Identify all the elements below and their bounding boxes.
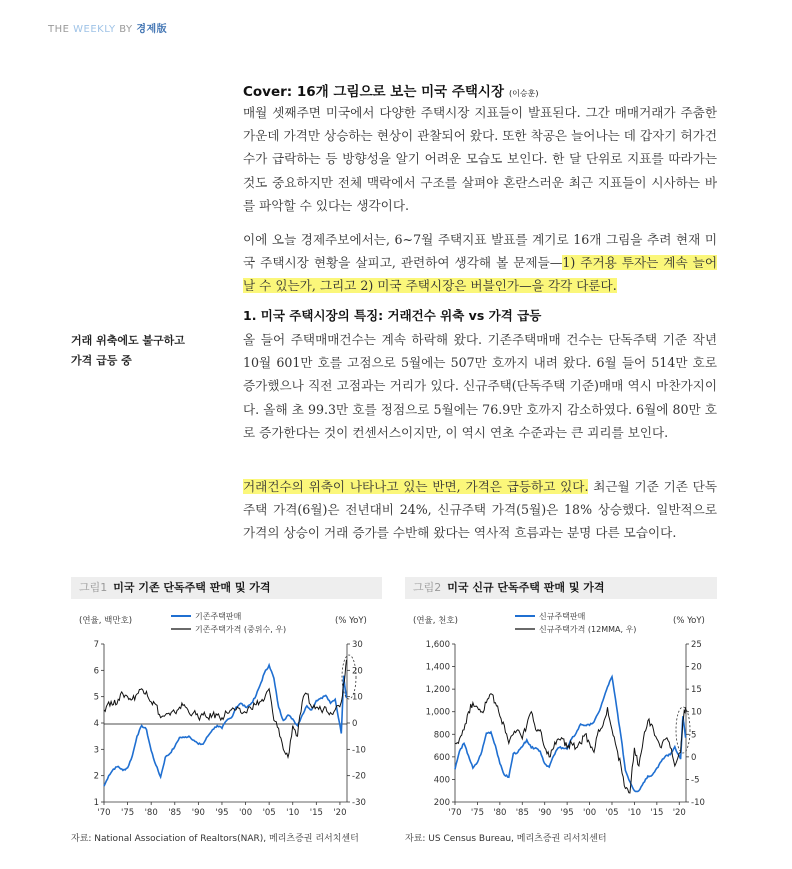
figure2-left-tick-label: 200	[433, 798, 450, 808]
figure1-left-tick-label: 7	[93, 640, 99, 650]
paragraph-sales: 올 들어 주택매매건수는 계속 하락해 왔다. 기존주택매매 건수는 단독주택 기준 작년 10월 601만 호를 고점으로 5월에는 507만 호까지 내려 왔다. 6월 들어 514만 호로 증가했으나 직전 고점과는 거리가 있다. 신규주택(단독주택 기준)매매 역시 마찬가지이다. 올해 초 99.3만 호를 정점으로 5월에는 76.9만 호까지 감소하였다. 6월에 80만 호로 증가한다는 것이 컨센서스이지만, 이 역시 연초 수준과는 큰 괴리를 보인다.	[243, 332, 717, 440]
paragraph-overview	[243, 228, 717, 298]
header-brand: 경제版	[136, 24, 168, 35]
figure1-left-tick-label: 5	[93, 692, 99, 703]
header-the: THE	[48, 24, 74, 35]
page-header	[48, 20, 167, 35]
figure1-x-ticks	[97, 802, 346, 818]
figure1-right-tick-label: 10	[352, 692, 363, 703]
figure1-left-tick-label: 4	[93, 719, 99, 729]
figure2-x-tick-label: '80	[493, 808, 507, 818]
figure1-left-tick-label: 6	[93, 666, 99, 677]
figure1-x-tick-label: '15	[309, 808, 323, 818]
figure2-x-tick-label: '10	[627, 808, 641, 818]
figure2-source: 자료: US Census Bureau, 메리츠증권 리서치센터	[405, 834, 607, 844]
figure2-left-unit: (연율, 천호)	[413, 616, 458, 626]
figure2-legend-price: 신규주택가격 (12MMA, 우)	[539, 625, 637, 634]
header-weekly: WEEKLY	[73, 24, 116, 35]
figure1-right-unit: (% YoY)	[335, 616, 367, 626]
figure2-left-tick-label: 1,200	[425, 685, 450, 696]
side-note-line2: 가격 급등 중	[71, 354, 132, 367]
figure2-right-tick-label: 5	[691, 730, 697, 741]
section-title: 1. 미국 주택시장의 특징: 거래건수 위축 vs 가격 급등	[243, 308, 542, 323]
side-note	[71, 331, 221, 371]
figure2-left-ticks	[426, 640, 455, 808]
figure2-x-tick-label: '00	[582, 808, 597, 818]
highlight-prices: 거래건수의 위축이 나타나고 있는 반면, 가격은 급등하고 있다.	[243, 479, 589, 494]
cover-author: (이승훈)	[509, 89, 539, 98]
figure1-left-unit: (연율, 백만호)	[79, 616, 133, 626]
figure1-left-tick-label: 2	[93, 771, 99, 782]
figure1-x-tick-label: '80	[144, 808, 158, 818]
figure2-right-tick-label: -10	[691, 798, 705, 808]
figure1-x-tick-label: '90	[191, 808, 205, 818]
figure1-left-tick-label: 1	[93, 798, 99, 808]
figure1-right-tick-label: -10	[352, 745, 366, 756]
figure1-x-tick-label: '20	[333, 808, 347, 818]
figure2-x-tick-label: '20	[672, 808, 686, 818]
figure2-right-tick-label: 20	[691, 662, 702, 673]
figure1-source: 자료: National Association of Realtors(NAR), 메리츠증권 리서치센터	[71, 834, 359, 844]
figure1-x-tick-label: '70	[97, 808, 111, 818]
cover-title	[243, 80, 538, 100]
figure2-x-tick-label: '05	[605, 808, 619, 818]
figure1-series-sales	[104, 665, 347, 786]
figure2-number: 그림2	[413, 581, 442, 594]
figure2-legend-sales: 신규주택판매	[539, 612, 586, 621]
figure2-x-ticks	[448, 802, 685, 818]
figure2-series-sales	[455, 677, 686, 792]
figure1-right-ticks	[347, 640, 366, 808]
figure2-left-tick-label: 1,000	[425, 707, 450, 718]
figure2-x-tick-label: '85	[515, 808, 529, 818]
header-by: BY	[115, 24, 137, 35]
figure1-chart	[71, 602, 382, 824]
paragraph-overview-text: 이에 오늘 경제주보에서는, 6~7월 주택지표 발표를 계기로 16개 그림을 추려 현재 미국 주택시장 현황을 살피고, 관련하여 생각해 볼 문제들—	[243, 232, 717, 271]
figure2-chart	[405, 602, 717, 824]
figure2-left-tick-label: 600	[433, 752, 450, 763]
figure2-left-tick-label: 1,600	[425, 640, 450, 650]
figure1-legend-sales: 기존주택판매	[195, 612, 242, 621]
figure1-x-tick-label: '10	[286, 808, 300, 818]
figure1-right-tick-label: -30	[352, 798, 366, 808]
figure1-x-tick-label: '00	[238, 808, 253, 818]
figure2-highlight-ellipse	[676, 707, 690, 753]
figure1-right-tick-label: 30	[352, 640, 363, 650]
figure2-right-unit: (% YoY)	[673, 616, 705, 626]
figure2-x-tick-label: '70	[448, 808, 462, 818]
figure2-right-tick-label: 10	[691, 707, 702, 718]
figure2-left-tick-label: 1,400	[425, 662, 450, 673]
figure2-title-bar	[405, 577, 717, 599]
figure2-x-tick-label: '95	[560, 808, 574, 818]
figure1-left-tick-label: 3	[93, 745, 99, 756]
figure2-x-tick-label: '75	[470, 808, 485, 818]
figure2-left-tick-label: 800	[433, 730, 450, 741]
figure1-x-tick-label: '05	[262, 808, 276, 818]
figure2-right-tick-label: 25	[691, 640, 702, 650]
figure2-x-tick-label: '15	[650, 808, 664, 818]
figure2-title: 미국 신규 단독주택 판매 및 가격	[447, 581, 605, 594]
figure1-x-tick-label: '85	[168, 808, 182, 818]
cover-title-text: Cover: 16개 그림으로 보는 미국 주택시장	[243, 84, 505, 100]
figure2-right-ticks	[686, 640, 705, 808]
figure1-x-tick-label: '75	[121, 808, 135, 818]
figure2-right-tick-label: 15	[691, 685, 702, 696]
figure1-number: 그림1	[79, 581, 108, 594]
figure1-title-bar	[71, 577, 382, 599]
highlight-questions: 1) 주거용 투자는 계속 늘어날 수 있는가, 그리고 2) 미국 주택시장은 버블인가—을 각각 다룬다.	[243, 255, 717, 294]
figure1-right-tick-label: 20	[352, 666, 363, 677]
figure1-right-tick-label: 0	[352, 719, 358, 729]
figure1-right-tick-label: -20	[352, 771, 366, 782]
figure2-x-tick-label: '90	[538, 808, 552, 818]
figure2-right-tick-label: 0	[691, 752, 697, 763]
paragraph-prices	[243, 475, 717, 545]
paragraph-prices-text: 최근월 기준 기존 단독주택 가격(6월)은 전년대비 24%, 신규주택 가격(5월)은 18% 상승했다. 일반적으로 가격의 상승이 거래 증가를 수반해 왔다는 역사적 흐름과는 분명 다른 모습이다.	[243, 479, 717, 541]
figure2-series-price	[455, 694, 686, 793]
figure2-right-tick-label: -5	[691, 775, 700, 786]
paragraph-intro: 매월 셋째주면 미국에서 다양한 주택시장 지표들이 발표된다. 그간 매매거래가 주춤한 가운데 가격만 상승하는 현상이 관찰되어 왔다. 또한 착공은 늘어나는 데 갑자기 허가건수가 급락하는 등 방향성을 알기 어려운 모습도 보인다. 한 달 단위로 지표를 따라가는 것도 중요하지만 전체 맥락에서 구조를 살펴야 혼란스러운 최근 지표들이 시사하는 바를 파악할 수 있다는 생각이다.	[243, 105, 717, 213]
figure1-left-ticks	[94, 640, 104, 808]
figure2-left-tick-label: 400	[433, 775, 450, 786]
figure1-title: 미국 기존 단독주택 판매 및 가격	[113, 581, 271, 594]
side-note-line1: 거래 위축에도 불구하고	[71, 334, 185, 347]
figure1-x-tick-label: '95	[215, 808, 229, 818]
figure1-legend-price: 기존주택가격 (중위수, 우)	[195, 625, 287, 634]
